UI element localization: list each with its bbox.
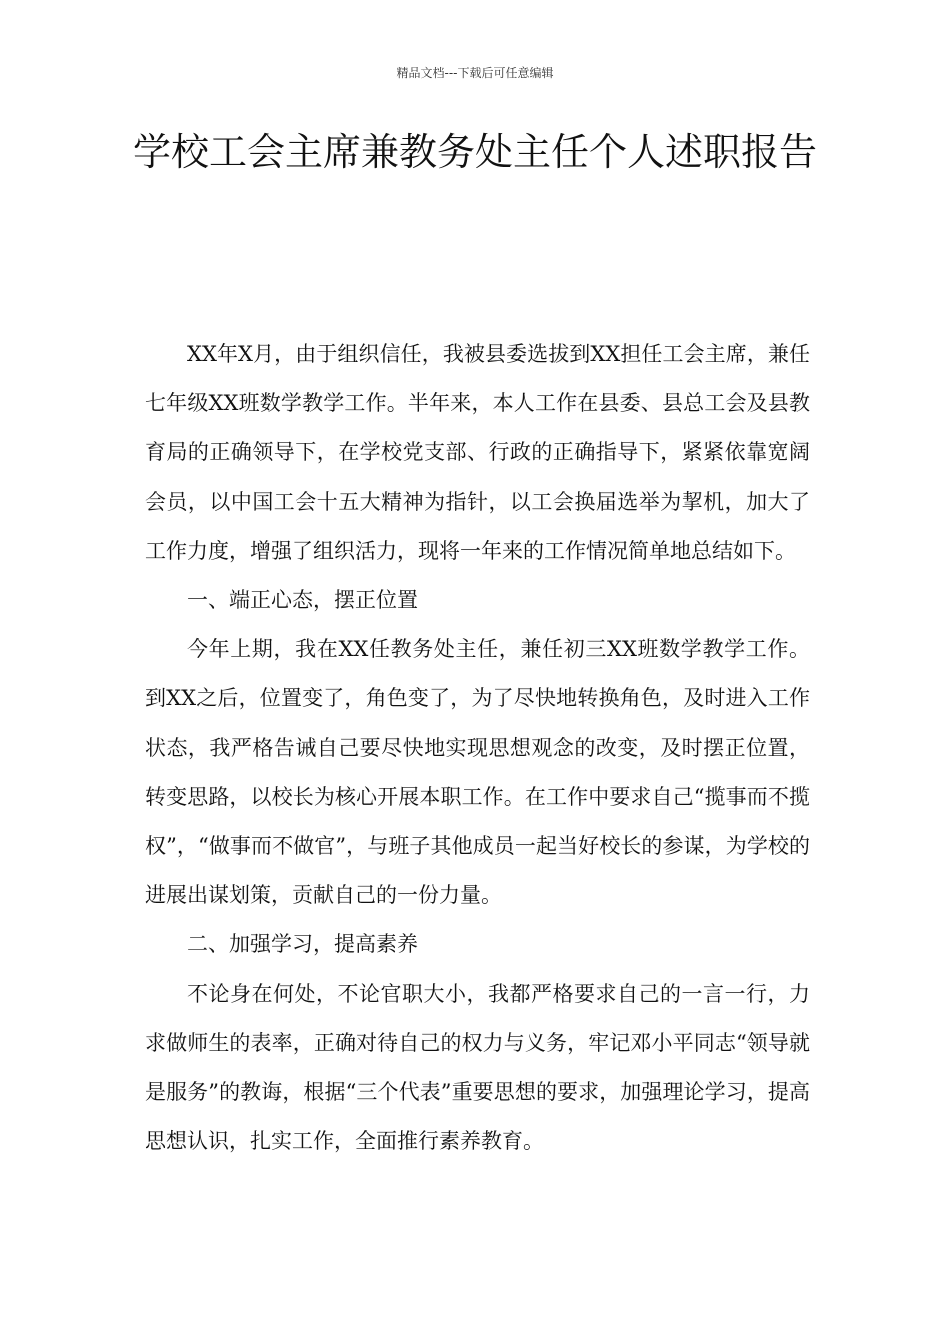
section-heading-1: 一、端正心态，摆正位置: [187, 588, 418, 613]
paragraph-section-2: 不论身在何处，不论官职大小，我都严格要求自己的一言一行，力求做师生的表率，正确对待自己的权力与义务，牢记邓小平同志“领导就是服务”的教诲，根据“三个代表”重要思想的要求，加强理论学习，提高思想认识，扎实工作，全面推行素养教育。: [145, 981, 810, 1154]
paragraph-intro: XX年X月，由于组织信任，我被县委选拔到XX担任工会主席，兼任七年级XX班数学教学工作。半年来，本人工作在县委、县总工会及县教育局的正确领导下，在学校党支部、行政的正确指导下，紧紧依靠宽阔会员，以中国工会十五大精神为指针，以工会换届选举为挈机，加大了工作力度，增强了组织活力，现将一年来的工作情况简单地总结如下。: [145, 342, 810, 563]
page-header: 精品文档---下载后可任意编辑: [396, 66, 554, 80]
document-title: 学校工会主席兼教务处主任个人述职报告: [132, 130, 817, 174]
section-heading-2: 二、加强学习，提高素养: [187, 932, 418, 957]
paragraph-section-1: 今年上期，我在XX任教务处主任，兼任初三XX班数学教学工作。到XX之后，位置变了，角色变了，为了尽快地转换角色，及时进入工作状态，我严格告诫自己要尽快地实现思想观念的改变，及时摆正位置，转变思路，以校长为核心开展本职工作。在工作中要求自己“揽事而不揽权”，“做事而不做官”，与班子其他成员一起当好校长的参谋，为学校的进展出谋划策，贡献自己的一份力量。: [145, 637, 810, 908]
document-body: [145, 330, 810, 1166]
